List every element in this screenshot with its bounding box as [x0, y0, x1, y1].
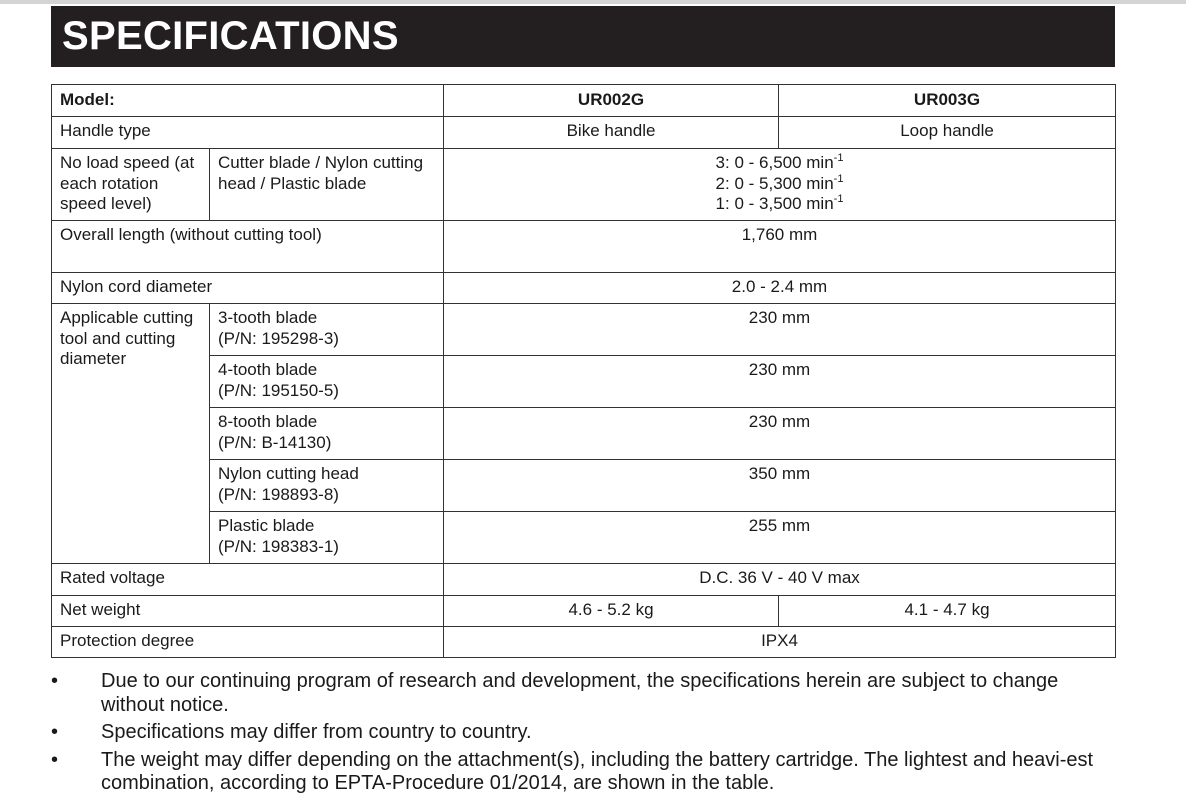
- tool-name-cell: [210, 356, 444, 408]
- tool-part-number: (P/N: 195298-3): [218, 328, 339, 348]
- rated-voltage-value: D.C. 36 V - 40 V max: [444, 564, 1116, 596]
- overall-length-value: 1,760 mm: [444, 221, 1116, 273]
- table-row-no-load-speed: [52, 149, 1116, 221]
- table-row-tool: [52, 408, 1116, 460]
- tool-name-cell: [210, 460, 444, 512]
- tool-name-cell: [210, 304, 444, 356]
- tool-name: Nylon cutting head: [218, 464, 359, 483]
- tool-diameter: 230 mm: [444, 408, 1116, 460]
- net-weight-label: Net weight: [52, 596, 444, 627]
- section-header: [51, 6, 1115, 67]
- note-text: Specifications may differ from country to country.: [101, 721, 532, 743]
- model-b-cell: UR003G: [779, 85, 1116, 117]
- specifications-table: [51, 84, 1116, 658]
- tool-diameter: 230 mm: [444, 356, 1116, 408]
- table-row-rated-voltage: [52, 564, 1116, 596]
- tool-name-cell: [210, 512, 444, 564]
- tool-name-cell: [210, 408, 444, 460]
- table-row-net-weight: [52, 596, 1116, 627]
- section-title: SPECIFICATIONS: [62, 14, 399, 58]
- model-label-cell: Model:: [52, 85, 444, 117]
- notes-list: [51, 670, 1115, 800]
- note-text: The weight may differ depending on the attachment(s), including the battery cartridge. The lightest and heavi-est combination, according to EPTA-Procedure 01/2014, are shown in the table.: [101, 748, 1094, 794]
- applicable-tool-label: Applicable cutting tool and cutting diameter: [52, 304, 210, 564]
- speed-level-1: 1: 0 - 3,500 $\min^{-1}$: [715, 193, 844, 213]
- tool-part-number: (P/N: 195150-5): [218, 380, 339, 400]
- table-row-overall-length: [52, 221, 1116, 273]
- no-load-speed-sublabel: Cutter blade / Nylon cutting head / Plastic blade: [210, 149, 444, 221]
- tool-name: 3-tooth blade: [218, 308, 318, 327]
- top-rule: [0, 0, 1186, 4]
- net-weight-b: 4.1 - 4.7 kg: [779, 596, 1116, 627]
- table-row-protection-degree: [52, 627, 1116, 658]
- bullet-icon: •: [51, 748, 59, 771]
- protection-degree-label: Protection degree: [52, 627, 444, 658]
- table-row-tool: [52, 460, 1116, 512]
- tool-part-number: (P/N: 198893-8): [218, 484, 339, 504]
- handle-type-label: Handle type: [52, 117, 444, 149]
- overall-length-label: Overall length (without cutting tool): [52, 221, 444, 273]
- tool-part-number: (P/N: 198383-1): [218, 536, 339, 556]
- tool-diameter: 230 mm: [444, 304, 1116, 356]
- model-a-cell: UR002G: [444, 85, 779, 117]
- tool-name: Plastic blade: [218, 516, 315, 535]
- tool-name: 8-tooth blade: [218, 412, 318, 431]
- handle-type-b: Loop handle: [779, 117, 1116, 149]
- no-load-speed-label: No load speed (at each rotation speed level): [52, 149, 210, 221]
- table-row-tool: [52, 512, 1116, 564]
- table-header-row: [52, 85, 1116, 117]
- table-row-nylon-cord: [52, 273, 1116, 304]
- speed-level-2: 2: 0 - 5,300 $\min^{-1}$: [715, 172, 844, 193]
- note-item: [51, 721, 1115, 745]
- tool-diameter: 350 mm: [444, 460, 1116, 512]
- rated-voltage-label: Rated voltage: [52, 564, 444, 596]
- tool-diameter: 255 mm: [444, 512, 1116, 564]
- note-item: [51, 749, 1115, 796]
- note-text: Due to our continuing program of research and development, the specifications herein are subject to change without notice.: [101, 670, 1059, 716]
- net-weight-a: 4.6 - 5.2 kg: [444, 596, 779, 627]
- handle-type-a: Bike handle: [444, 117, 779, 149]
- table-row-tool: [52, 304, 1116, 356]
- note-item: [51, 670, 1115, 717]
- bullet-icon: •: [51, 721, 59, 743]
- no-load-speed-values: [444, 149, 1116, 221]
- table-row-handle-type: [52, 117, 1116, 149]
- tool-name: 4-tooth blade: [218, 360, 318, 379]
- speed-level-3: 3: 0 - 6,500 $\min^{-1}$: [715, 152, 844, 172]
- bullet-icon: •: [51, 670, 59, 692]
- protection-degree-value: IPX4: [444, 627, 1116, 658]
- nylon-cord-value: 2.0 - 2.4 mm: [444, 273, 1116, 304]
- tool-part-number: (P/N: B-14130): [218, 432, 332, 452]
- nylon-cord-label: Nylon cord diameter: [52, 273, 444, 304]
- table-row-tool: [52, 356, 1116, 408]
